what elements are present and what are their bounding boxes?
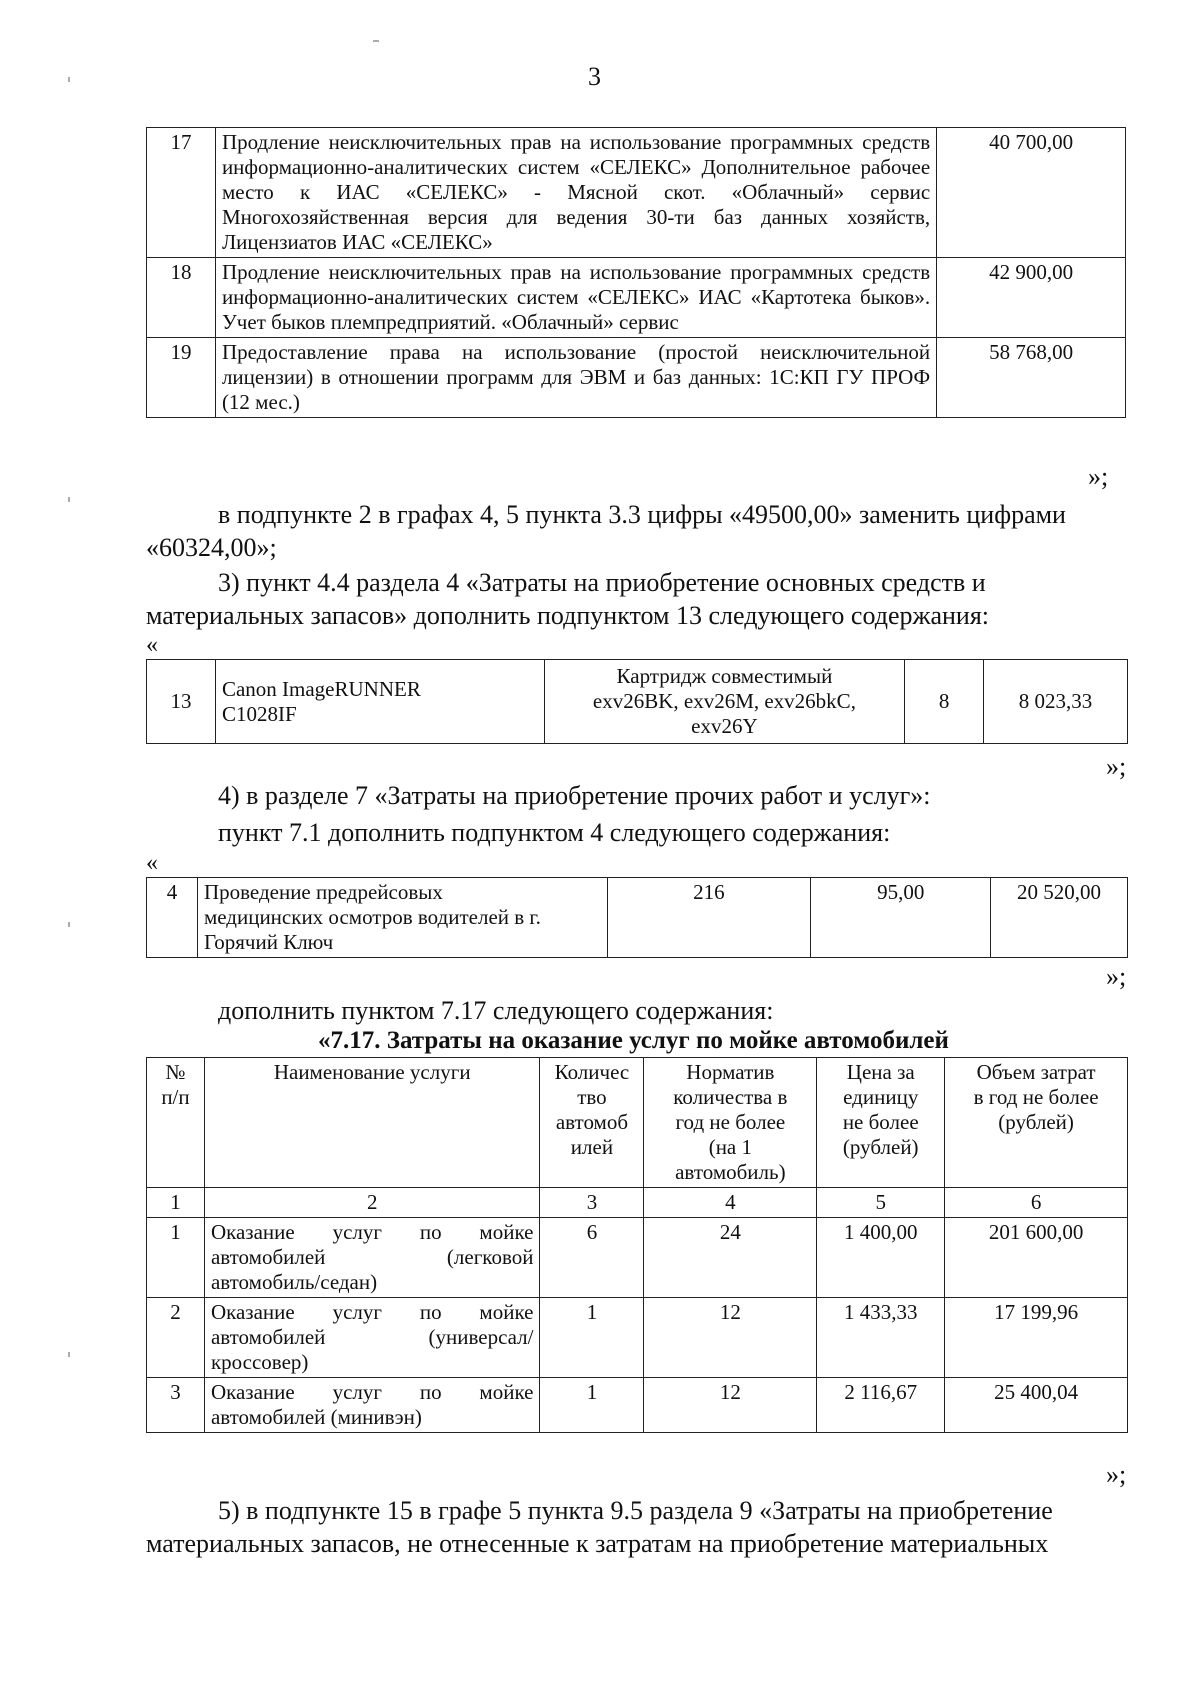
table-row (147, 1378, 1128, 1433)
header-line: Количес (554, 1060, 630, 1084)
page-number: 3 (588, 62, 601, 91)
service-line: Проведение предрейсовых (203, 880, 443, 904)
quantity-cell: 1 (540, 1378, 644, 1433)
closing-quote: »; (1106, 752, 1127, 781)
scan-speck (68, 497, 70, 502)
cartridge-line: exv26Y (691, 714, 758, 738)
table-row (147, 338, 1126, 418)
header-line: количества в (673, 1085, 788, 1109)
total-cell: 25 400,04 (945, 1378, 1128, 1433)
table-row (147, 128, 1126, 258)
row-number: 3 (147, 1378, 205, 1433)
table-software-licenses (146, 127, 1126, 418)
column-number: 5 (817, 1188, 945, 1218)
header-line: Цена за (846, 1060, 915, 1084)
column-number: 1 (147, 1188, 205, 1218)
header-line: Наименование услуги (273, 1060, 471, 1084)
service-cell (204, 1378, 540, 1433)
table-row (147, 660, 1128, 744)
quantity-cell: 1 (540, 1298, 644, 1378)
total-cell: 201 600,00 (945, 1218, 1128, 1298)
header-line: Норматив (686, 1060, 775, 1084)
service-line: медицинских осмотров водителей в г. (203, 905, 541, 929)
closing-quote: »; (1088, 462, 1109, 491)
header-price (817, 1058, 945, 1188)
price-cell: 1 400,00 (817, 1218, 945, 1298)
device-line: Canon ImageRUNNER (221, 676, 421, 701)
service-line: автомобилей (минивэн) (210, 1405, 422, 1429)
table-header-row (147, 1058, 1128, 1188)
paragraph-7-17-intro: дополнить пунктом 7.17 следующего содержания: (218, 996, 774, 1025)
quantity-cell: 216 (607, 878, 811, 958)
header-number (147, 1058, 205, 1188)
paragraph-subpoint-2-line2: «60324,00»; (146, 533, 277, 562)
column-number: 6 (945, 1188, 1128, 1218)
row-number: 1 (147, 1218, 205, 1298)
service-line: автомобилей (легковой (210, 1245, 534, 1269)
table-medical-exams (146, 877, 1128, 958)
paragraph-3-line1: 3) пункт 4.4 раздела 4 «Затраты на приобретение основных средств и (218, 568, 986, 597)
service-line: Горячий Ключ (203, 930, 334, 954)
paragraph-5-line1: 5) в подпункте 15 в графе 5 пункта 9.5 раздела 9 «Затраты на приобретение (218, 1496, 1053, 1525)
price-cell: 2 116,67 (817, 1378, 945, 1433)
total-cell: 20 520,00 (991, 878, 1128, 958)
header-line: не более (842, 1110, 919, 1134)
row-description: Продление неисключительных прав на использование программных средств информационно-аналитических систем «СЕЛЕКС» ИАС «Картотека быков». Учет быков племпредприятий. «Облачный» сервис (215, 258, 936, 338)
row-number: 17 (147, 128, 216, 258)
row-amount: 42 900,00 (937, 258, 1126, 338)
service-cell (204, 1218, 540, 1298)
opening-quote: « (146, 632, 158, 658)
row-description: Предоставление права на использование (простой неисключительной лицензии) в отношении программ для ЭВМ и баз данных: 1С:КП ГУ ПРОФ (12 мес.) (215, 338, 936, 418)
norm-cell: 12 (644, 1298, 817, 1378)
column-number: 4 (644, 1188, 817, 1218)
closing-quote: »; (1106, 962, 1127, 991)
table-row (147, 1218, 1128, 1298)
paragraph-5-line2: материальных запасов, не отнесенные к затратам на приобретение материальных (146, 1529, 1049, 1558)
header-line: илей (570, 1135, 614, 1159)
service-line: кроссовер) (210, 1350, 309, 1374)
opening-quote: « (146, 850, 158, 876)
table-row (147, 1298, 1128, 1378)
service-cell (204, 1298, 540, 1378)
header-line: в год не более (973, 1085, 1099, 1109)
header-line: единицу (843, 1085, 919, 1109)
header-norm (644, 1058, 817, 1188)
cartridge-line: exv26BK, exv26M, exv26bkC, (592, 689, 856, 713)
header-line: (рублей) (998, 1110, 1074, 1134)
cartridge-cell (544, 660, 905, 744)
total-cell: 17 199,96 (945, 1298, 1128, 1378)
row-description: Продление неисключительных прав на использование программных средств информационно-аналитических систем «СЕЛЕКС» Дополнительное рабочее место к ИАС «СЕЛЕКС» - Мясной скот. «Облачный» сервис Многохозяйственная версия для ведения 30-ти баз данных хозяйств, Лицензиатов ИАС «СЕЛЕКС» (215, 128, 936, 258)
service-line: Оказание услуг по мойке (210, 1380, 534, 1404)
table-cartridges (146, 659, 1128, 744)
table-car-wash (146, 1057, 1128, 1433)
service-line: автомобилей (универсал/ (210, 1325, 534, 1349)
header-line: п/п (161, 1085, 190, 1109)
scan-speck (68, 77, 70, 82)
price-cell: 8 023,33 (984, 660, 1128, 744)
service-line: Оказание услуг по мойке (210, 1220, 534, 1244)
service-line: Оказание услуг по мойке (210, 1300, 534, 1324)
paragraph-4-line1: 4) в разделе 7 «Затраты на приобретение прочих работ и услуг»: (218, 781, 931, 810)
column-number-row (147, 1188, 1128, 1218)
header-quantity (540, 1058, 644, 1188)
row-number: 2 (147, 1298, 205, 1378)
header-line: тво (577, 1085, 607, 1109)
row-number: 4 (147, 878, 198, 958)
norm-cell: 12 (644, 1378, 817, 1433)
row-number: 18 (147, 258, 216, 338)
row-number: 19 (147, 338, 216, 418)
norm-cell: 24 (644, 1218, 817, 1298)
header-service-name (204, 1058, 540, 1188)
header-line: Объем затрат (976, 1060, 1096, 1084)
price-cell: 95,00 (811, 878, 991, 958)
column-number: 3 (540, 1188, 644, 1218)
header-line: автомобиль) (675, 1160, 786, 1184)
table-row (147, 878, 1128, 958)
scan-speck (68, 1352, 70, 1357)
quantity-cell: 8 (905, 660, 984, 744)
column-number: 2 (204, 1188, 540, 1218)
price-cell: 1 433,33 (817, 1298, 945, 1378)
header-line: (на 1 (708, 1135, 753, 1159)
header-line: год не более (675, 1110, 786, 1134)
cartridge-line: Картридж совместимый (616, 664, 833, 688)
closing-quote: »; (1106, 1460, 1127, 1489)
paragraph-subpoint-2-line1: в подпункте 2 в графах 4, 5 пункта 3.3 цифры «49500,00» заменить цифрами (218, 500, 1066, 529)
header-line: автомоб (555, 1110, 629, 1134)
service-cell (197, 878, 607, 958)
row-amount: 58 768,00 (937, 338, 1126, 418)
scan-speck (68, 922, 70, 927)
device-line: C1028IF (221, 701, 297, 726)
section-heading-7-17: «7.17. Затраты на оказание услуг по мойке автомобилей (318, 1027, 949, 1054)
device-cell (215, 660, 544, 744)
header-total (945, 1058, 1128, 1188)
service-line: автомобиль/седан) (210, 1270, 378, 1294)
paragraph-3-line2: материальных запасов» дополнить подпунктом 13 следующего содержания: (146, 601, 990, 630)
table-row (147, 258, 1126, 338)
header-line: № (165, 1060, 186, 1084)
row-amount: 40 700,00 (937, 128, 1126, 258)
scan-speck (373, 40, 379, 42)
row-number: 13 (147, 660, 216, 744)
header-line: (рублей) (842, 1135, 919, 1159)
quantity-cell: 6 (540, 1218, 644, 1298)
paragraph-4-line2: пункт 7.1 дополнить подпунктом 4 следующего содержания: (218, 818, 891, 847)
